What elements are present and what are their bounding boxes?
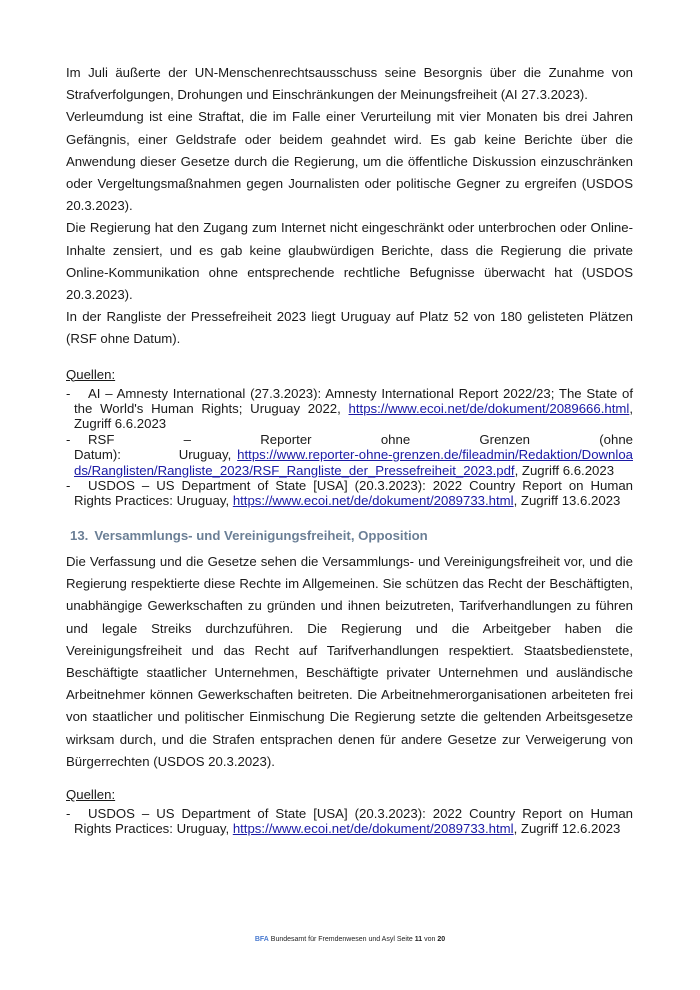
source-text: USDOS – US Department of State [USA] (20.3.2023): 2022 Country Report on Human Rights Practices: Uruguay, xyxy=(74,805,633,837)
section-heading xyxy=(70,527,633,545)
source-access: , Zugriff 6.6.2023 xyxy=(74,401,633,432)
section-number: 13. xyxy=(70,527,89,543)
source-access: , Zugriff 13.6.2023 xyxy=(513,493,621,509)
page-footer xyxy=(0,935,700,944)
source-link[interactable]: https://www.reporter-ohne-grenzen.de/fileadmin/Redaktion/Downloads/Ranglisten/Rangliste_2023/RSF_Rangliste_der_Pressefreiheit_2023.pdf xyxy=(74,447,633,478)
source-text-wrap xyxy=(74,806,633,837)
source-access: , Zugriff 12.6.2023 xyxy=(513,821,621,837)
source-text: RSF – Reporter ohne Grenzen (ohne Datum): Uruguay, xyxy=(74,431,633,463)
paragraph: Die Regierung hat den Zugang zum Internet nicht eingeschränkt oder unterbrochen oder Online-Inhalte zensiert, und es gab keine glaubwürdigen Berichte, dass die Regierung die private Online-Kommunikation ohne entsprechende rechtliche Befugnisse überwacht hat (USDOS 20.3.2023). xyxy=(66,220,633,303)
source-text-wrap xyxy=(74,386,633,432)
source-item xyxy=(66,478,633,509)
footer-page-total: 20 xyxy=(437,936,446,943)
source-access: , Zugriff 6.6.2023 xyxy=(514,462,615,478)
footer-logo: BFA xyxy=(254,936,269,943)
list-dash: - xyxy=(66,478,71,494)
sources-heading: Quellen: xyxy=(66,366,116,382)
sources-list xyxy=(66,386,633,509)
list-dash: - xyxy=(66,385,71,401)
section-title: Versammlungs- und Vereinigungsfreiheit, Opposition xyxy=(94,527,428,543)
source-link[interactable]: https://www.ecoi.net/de/dokument/2089733.html xyxy=(232,821,514,837)
footer-of: von xyxy=(424,936,436,943)
source-item xyxy=(66,432,633,478)
paragraph: Die Verfassung und die Gesetze sehen die Versammlungs- und Vereinigungsfreiheit vor, und die Regierung respektierte diese Rechte im Allgemeinen. Sie schützen das Recht der Beschäftigten, unabhängige Gewerkschaften zu gründen und ihnen beizutreten, Tarifverhandlungen zu führen und legale Streiks durchzuführen. Die Regierung und die Arbeitgeber haben die Vereinigungsfreiheit und das Recht auf Tarifverhandlungen respektiert. Staatsbedienstete, Beschäftigte staatlicher Unternehmen, Beschäftigte privater Unternehmen und ausländische Arbeitnehmer können Gewerkschaften beitreten. Die Arbeitnehmerorganisationen arbeiteten frei von staatlicher und politischer Einmischung Die Regierung setzte die geltenden Arbeitsgesetze wirksam durch, und die Strafen entsprachen denen für andere Gesetze zur Verweigerung von Bürgerrechten (USDOS 20.3.2023). xyxy=(66,553,633,769)
sources-heading: Quellen: xyxy=(66,786,116,802)
source-text-wrap xyxy=(74,432,633,478)
section-12-body xyxy=(66,62,633,351)
footer-page-number: 11 xyxy=(414,936,423,943)
source-text-wrap xyxy=(74,478,633,509)
list-dash: - xyxy=(66,431,71,447)
source-text: AI – Amnesty International (27.3.2023): Amnesty International Report 2022/23; The State of the World's Human Rights; Uruguay 2022, xyxy=(74,385,633,417)
list-dash: - xyxy=(66,805,71,821)
document-page xyxy=(66,62,633,837)
source-item xyxy=(66,806,633,837)
source-text: USDOS – US Department of State [USA] (20.3.2023): 2022 Country Report on Human Rights Practices: Uruguay, xyxy=(74,478,633,509)
sources-list xyxy=(66,806,633,837)
footer-text: Bundesamt für Fremdenwesen und Asyl Seite xyxy=(270,936,413,943)
source-link[interactable]: https://www.ecoi.net/de/dokument/2089666.html xyxy=(348,401,630,417)
source-link[interactable]: https://www.ecoi.net/de/dokument/2089733.html xyxy=(232,493,514,509)
paragraph: Im Juli äußerte der UN-Menschenrechtsausschuss seine Besorgnis über die Zunahme von Strafverfolgungen, Drohungen und Einschränkungen der Meinungsfreiheit (AI 27.3.2023). xyxy=(66,65,633,103)
source-item xyxy=(66,386,633,432)
paragraph: In der Rangliste der Pressefreiheit 2023 liegt Uruguay auf Platz 52 von 180 gelisteten Plätzen (RSF ohne Datum). xyxy=(66,309,633,347)
paragraph: Verleumdung ist eine Straftat, die im Falle einer Verurteilung mit vier Monaten bis drei Jahren Gefängnis, einer Geldstrafe oder beidem geahndet wird. Es gab keine Berichte über die Anwendung dieser Gesetze durch die Regierung, um die öffentliche Diskussion einzuschränken oder Vergeltungsmaßnahmen gegen Journalisten oder politische Gegner zu ergreifen (USDOS 20.3.2023). xyxy=(66,109,633,214)
